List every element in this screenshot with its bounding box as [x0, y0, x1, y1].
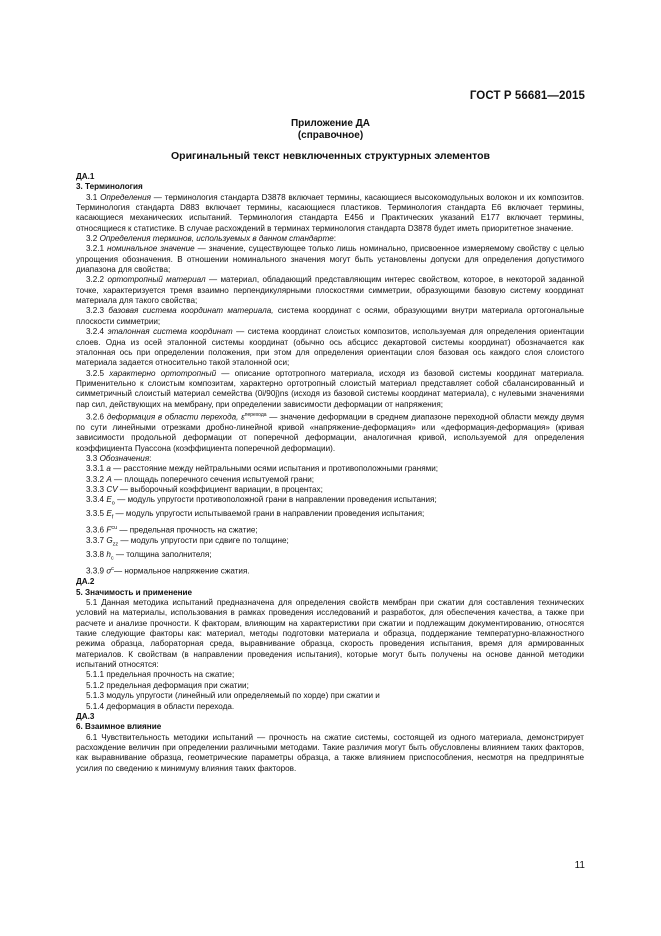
main-title: Оригинальный текст невключенных структурных элементов — [171, 150, 490, 162]
paragraph-3-2: 3.2 Определения терминов, используемых в данном стандарте: — [86, 234, 336, 244]
section-code: ДА.3 — [76, 711, 95, 721]
paragraph-3-2-6: 3.2.6 деформация в области перехода, $\varepsilon^{перехода}$ — значение деформации в среднем диапазоне переходной области между двумя по сути линейными отрезками дробно-линейной кривой «напряжение-деформация» или «деформация-деформация» (кривая зависимости продольной деформации от поперечной деформации, аналогичная кривой, используемой для определения коэффициента Пуассона (коэффициента поперечной деформации). — [76, 411, 584, 453]
list-item: 3.3.7 $G_{zz}$ — модуль упругости при сдвиге по толщине; — [86, 536, 289, 548]
list-item: 5.1.3 модуль упругости (линейный или определяемый по хорде) при сжатии и — [86, 691, 380, 701]
symbols-list — [76, 464, 584, 577]
paragraph-3-2-1: 3.2.1 номинальное значение — значение, существующее только лишь номинально, присвоенное измеряемому свойству с целью упрощения обозначения. В отношении номинального значения могут быть установлены допуски для определения допустимого диапазона для свойства; — [76, 244, 584, 275]
list-item: 3.3.2 A — площадь поперечного сечения испытуемой грани; — [86, 474, 315, 484]
paragraph-3-2-4: 3.2.4 эталонная система координат — система координат слоистых композитов, используемая для определения ориентации слоев. Одна из осей эталонной системы координат (обычно ось абсцисс декартовой системы координат) обозначается как эталонная ось при определении положения, при этом для определения ориентации слоя базовая ось каждого слоя слоистого материала задается относительно такой эталонной оси; — [76, 327, 584, 368]
paragraph-3-2-3: 3.2.3 базовая система координат материала, система координат с осями, образующими внутри материала ортогональные плоскости симметрии; — [76, 306, 584, 326]
list-item: 3.3.9 $\sigma^c—$ нормальное напряжение сжатия. — [86, 566, 250, 577]
list-item: 3.3.1 a — расстояние между нейтральными осями испытания и противоположными гранями; — [86, 464, 439, 474]
paragraph-3-2-2: 3.2.2 ортотропный материал — материал, обладающий представляющим интерес свойством, которое, в некоторой заданной точке, характеризуется тремя взаимно перпендикулярными плоскостями симметрии, образующими базовую систему координат материала для такого свойства; — [76, 275, 584, 306]
list-item: 5.1.1 предельная прочность на сжатие; — [86, 670, 235, 680]
list-item: 5.1.2 предельная деформация при сжатии; — [86, 680, 249, 690]
section-heading: 3. Терминология — [76, 182, 143, 192]
paragraph-3-2-5: 3.2.5 характерно ортотропный — описание ортотропного материала, исходя из базовой системы координат материала. Применительно к слоистым композитам, характерно ортотропный слоистый материал представляет собой сбалансированный и симметричный слоистый материал семейства (0i/90j)ns (исходя из базовой системы координат материала), с нулевыми значениями пар сил, действующих на мембрану, при определении зависимости деформации от напряжения; — [76, 368, 584, 409]
section-code: ДА.1 — [76, 172, 95, 181]
section-code: ДА.2 — [76, 577, 95, 587]
paragraph-3-1: 3.1 Определения — терминология стандарта D3878 включает термины, касающиеся высокомодульных волокон и их композитов. Терминология стандарта D883 включает термины, касающиеся пластиков. Терминология стандарта E6 включает термины, касающиеся механических испытаний. Терминология стандарта E456 и Практических указаний E177 включает термины, относящиеся к статистике. В случае расхождений в терминах терминология стандарта D3878 будет иметь приоритетное значение. — [76, 192, 584, 233]
standard-code: ГОСТ Р 56681—2015 — [469, 90, 585, 102]
document-body — [76, 172, 584, 774]
paragraph-3-3: 3.3 Обозначения: — [86, 454, 152, 463]
paragraph-6-1: 6.1 Чувствительность методики испытаний — прочность на сжатие системы, состоящей из одного материала, демонстрирует расхождение величин при определении различными методами. Такие различия могут быть обусловлены влиянием таких факторов, как выравнивание образца, геометрические параметры образца, а также влиянием приспособления, несмотря на предпринятые усилия по сведению к минимуму влияния таких факторов. — [76, 732, 584, 773]
section-heading: 6. Взаимное влияние — [76, 722, 162, 732]
section-heading: 5. Значимость и применение — [76, 587, 193, 597]
list-item: 3.3.4 $E_o$ — модуль упругости противоположной грани в направлении проведения испытания; — [86, 495, 437, 507]
list-item: 3.3.5 $E_f$ — модуль упругости испытываемой грани в направлении проведения испытания; — [86, 509, 425, 521]
paragraph-5-1: 5.1 Данная методика испытаний предназначена для определения свойств мембран при сжатии для составления технических условий на материалы, использования в рамках проведения исследований и разработок, для обеспечения качества, а также при расчете и анализе прочности. К факторам, влияющим на характеристики при сжатии и подлежащим документированию, относятся такие следующие факторы как: материал, методы подготовки материала и образца, поддержание температурно-влажностного режима образца, лабораторная среда, выравнивание образца, скорость проведения испытания, время для армированных материалов. К свойствам (в направлении проведения испытания), которые могут быть получены на основе данной методики испытаний относятся: — [76, 598, 584, 670]
properties-list — [76, 670, 584, 711]
appendix-title: Приложение ДА — [290, 118, 371, 129]
list-item: 3.3.3 CV — выборочный коэффициент вариации, в процентах; — [86, 485, 323, 495]
list-item: 5.1.4 деформация в области перехода. — [86, 701, 235, 711]
list-item: 3.3.8 $h_c$ — толщина заполнителя; — [86, 550, 212, 562]
list-item: 3.3.6 $F^{cu}$ — предельная прочность на сжатие; — [86, 525, 258, 536]
appendix-heading — [0, 118, 661, 142]
appendix-subtitle: (справочное) — [297, 130, 364, 141]
page-number: 11 — [574, 860, 585, 871]
